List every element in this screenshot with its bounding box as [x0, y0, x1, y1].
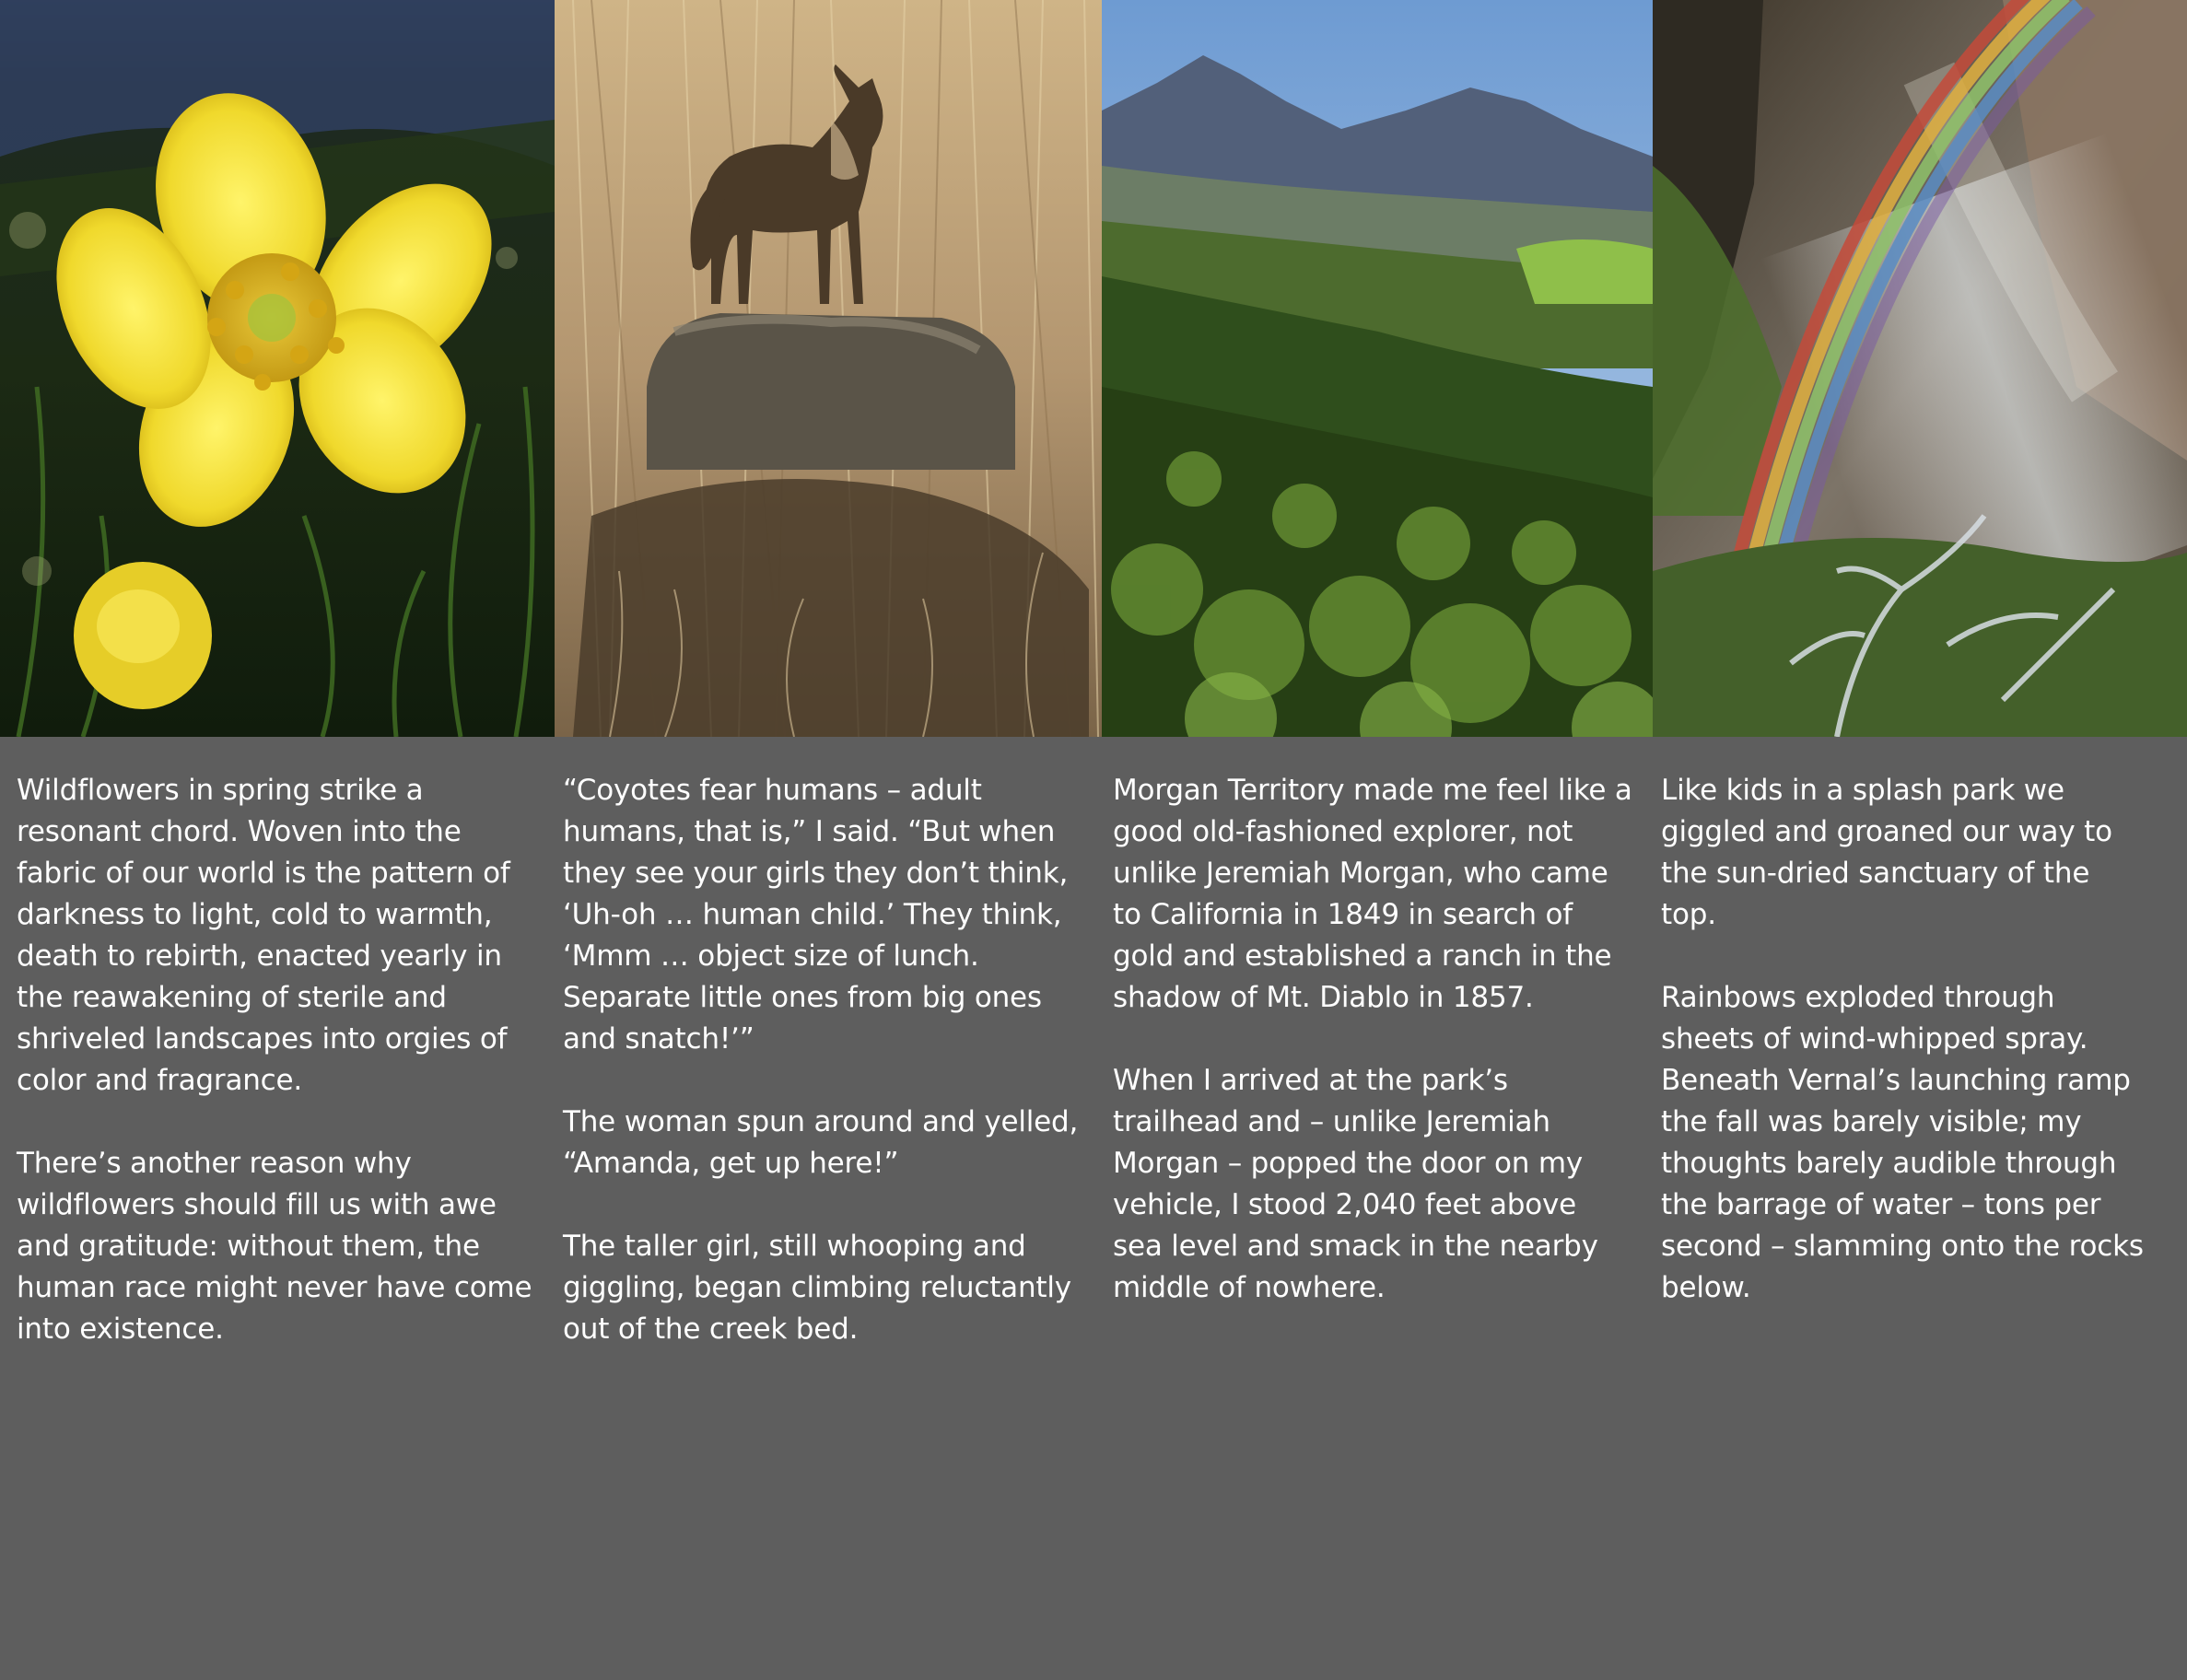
coyote-on-rock-photo [555, 0, 1102, 737]
paragraph: There’s another reason why wildflowers should fill us with awe and gratitude: without them, the human race might never have come into existence. [17, 1147, 532, 1346]
paragraph: The woman spun around and yelled, “Amanda, get up here!” [563, 1105, 1079, 1180]
yellow-wildflower-photo [0, 0, 555, 737]
story-column-vernal-fall [1661, 770, 2149, 1350]
paragraph: The taller girl, still whooping and giggling, began climbing reluctantly out of the creek bed. [563, 1230, 1071, 1346]
paragraph: When I arrived at the park’s trailhead and – unlike Jeremiah Morgan – popped the door on my vehicle, I stood 2,040 feet above sea level and smack in the nearby middle of nowhere. [1113, 1064, 1598, 1304]
paragraph: “Coyotes fear humans – adult humans, that is,” I said. “But when they see your girls they don’t think, ‘Uh-oh … human child.’ They think, ‘Mmm … object size of lunch. Separate little ones from big ones and snatch!’” [563, 774, 1069, 1056]
story-column-wildflowers [17, 770, 532, 1392]
paragraph: Wildflowers in spring strike a resonant chord. Woven into the fabric of our world is the pattern of darkness to light, cold to warmth, death to rebirth, enacted yearly in the reawakening of sterile and shriveled landscapes into orgies of color and fragrance. [17, 774, 510, 1097]
waterfall-rainbow-photo [1653, 0, 2187, 737]
paragraph: Rainbows exploded through sheets of wind-whipped spray. Beneath Vernal’s launching ramp the fall was barely visible; my thoughts barely audible through the barrage of water – tons per second – slamming onto the rocks below. [1661, 981, 2144, 1304]
story-column-coyotes [563, 770, 1084, 1392]
mountain-valley-photo [1102, 0, 1653, 737]
paragraph: Morgan Territory made me feel like a good old-fashioned explorer, not unlike Jeremiah Morgan, who came to California in 1849 in search of gold and established a ranch in the shadow of Mt. Diablo in 1857. [1113, 774, 1632, 1014]
paragraph: Like kids in a splash park we giggled and groaned our way to the sun-dried sanctuary of the top. [1661, 774, 2112, 931]
story-column-morgan-territory [1113, 770, 1634, 1350]
